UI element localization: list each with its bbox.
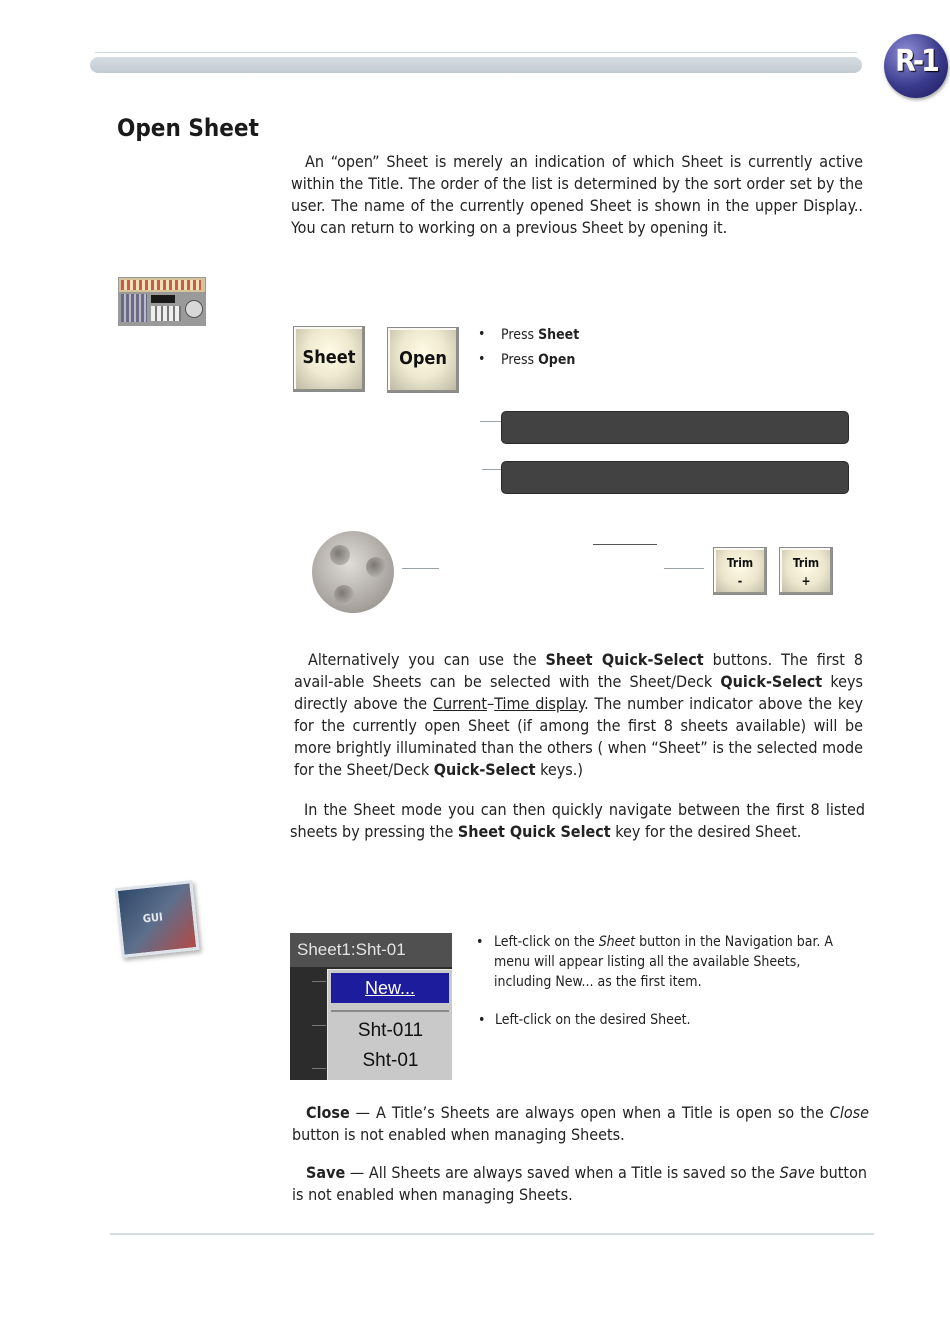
gui-step-2: • Left-click on the desired Sheet. [478,1012,691,1028]
trim-leader-line [664,568,704,569]
console-thumbnail-icon [118,277,206,326]
gui-thumbnail-icon: GUI [115,880,200,958]
sheet-key[interactable]: Sheet [293,326,365,392]
footer-rule [110,1233,874,1235]
step-press-open: • Press Open [478,351,576,368]
menu-separator [331,1010,449,1012]
lcd-leader-line [480,421,501,422]
trim-minus-key[interactable]: Trim - [713,547,767,595]
sheet-menu-screenshot [290,933,452,1080]
close-note: Close — A Title’s Sheets are always open when a Title is open so the Close button is not enabled when managing Sheets. [292,1103,869,1144]
quick-select-paragraph: Alternatively you can use the Sheet Quick-Select buttons. The first 8 avail-able Sheets can be selected with the Sheet/Deck Quick-Select keys directly above the Current–Time display. The number indicator above the key for the currently open Sheet (if among the first 8 sheets available) will be more brightly illuminated than the others ( when “Sheet” is the selected mode for the Sheet/Deck Quick-Select keys.) [294,650,864,779]
header-rule [95,52,857,53]
sheet-dropdown-menu [327,969,452,1080]
header-bar [90,57,862,73]
intro-paragraph: An “open” Sheet is merely an indication of which Sheet is currently active within the Title. The order of the list is determined by the sort order set by the user. The name of the currently opened Sheet is shown in the upper Display.. You can return to working on a previous Sheet by opening it. [291,152,863,237]
upper-lcd-display [501,411,849,444]
save-note: Save — All Sheets are always saved when a Title is saved so the Save button is not enabled when managing Sheets. [292,1163,868,1204]
wheel-leader-line [402,568,439,569]
r1-logo: R-1 [884,34,948,98]
page-title: Open Sheet [117,114,259,142]
trim-leader-line [593,544,657,545]
sheet-nav-button[interactable]: Sheet1:Sht-01 [290,933,452,967]
lower-lcd-display [501,461,849,494]
lcd-leader-line [482,469,501,470]
menu-item-new[interactable]: New... [331,973,449,1003]
menu-item-sheet[interactable]: Sht-011 [357,1020,424,1041]
open-key[interactable]: Open [387,327,459,393]
trim-plus-key[interactable]: Trim + [779,547,833,595]
menu-item-sheet[interactable]: Sht-01 [362,1050,419,1071]
step-press-sheet: • Press Sheet [478,326,580,343]
jog-wheel[interactable] [312,531,394,613]
sheet-mode-paragraph: In the Sheet mode you can then quickly navigate between the first 8 listed sheets by pressing the Sheet Quick Select key for the desired Sheet. [290,800,865,841]
gui-step-1: • Left-click on the Sheet button in the Navigation bar. A menu will appear listing all the available Sheets, including New... as the first item. [476,934,833,990]
